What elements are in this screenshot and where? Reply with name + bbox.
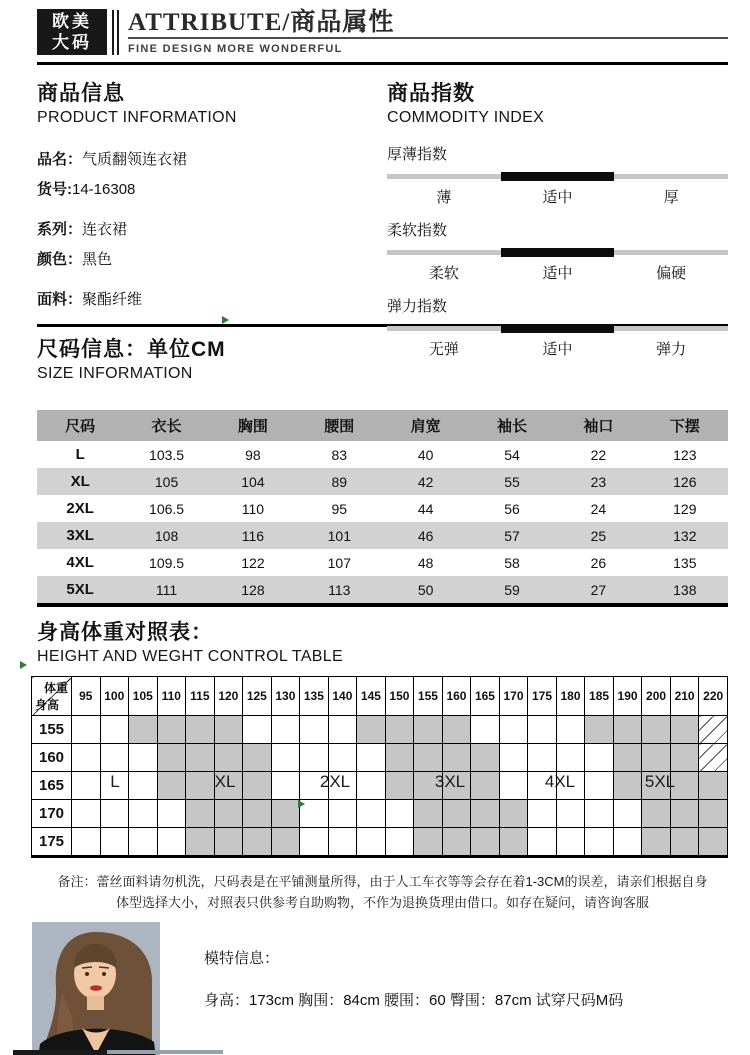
grid-cell [214, 800, 243, 828]
grid-cell [528, 800, 557, 828]
grid-cell [129, 744, 158, 772]
page-title: ATTRIBUTE/商品属性 [128, 9, 395, 36]
product-field-value: 连衣裙 [82, 221, 128, 238]
grid-cell [271, 828, 300, 857]
grid-cell [357, 716, 386, 744]
product-field [37, 149, 387, 171]
grid-cell [328, 828, 357, 857]
size-value-cell: 27 [590, 581, 607, 598]
weight-header-cell: 125 [243, 677, 272, 716]
weight-header-cell: 95 [72, 677, 101, 716]
size-value-cell: 57 [504, 527, 520, 544]
grid-cell [471, 744, 500, 772]
grid-cell [471, 800, 500, 828]
size-value-cell: 25 [590, 527, 607, 544]
size-value-cell: 22 [590, 446, 607, 463]
size-band-label: 4XL [544, 772, 576, 791]
grid-cell [585, 744, 614, 772]
grid-cell [613, 744, 642, 772]
size-value-cell: 107 [327, 554, 351, 571]
height-row [32, 716, 728, 744]
weight-header-cell: 170 [499, 677, 528, 716]
grid-cell [414, 828, 443, 857]
remark-line1: 备注：蕾丝面料请勿机洗，尺码表是在平铺测量所得，由于人工车衣等等会存在着1-3CM的误差，请亲们根据自身 [57, 874, 708, 889]
grid-cell [613, 828, 642, 857]
grid-cell [385, 744, 414, 772]
index-option: 适中 [542, 189, 573, 206]
height-weight-subheading: HEIGHT AND WEGHT CONTROL TABLE [37, 648, 343, 665]
weight-header-cell: 105 [129, 677, 158, 716]
size-column-header: 腰围 [324, 418, 355, 435]
size-info-subheading: SIZE INFORMATION [37, 365, 193, 382]
product-info-heading: 商品信息 [37, 82, 125, 105]
grid-cell [670, 716, 699, 744]
brand-logo [37, 9, 107, 55]
size-column-header: 袖长 [497, 418, 528, 435]
grid-cell [72, 772, 101, 800]
grid-cell [243, 828, 272, 857]
size-column-header: 尺码 [65, 418, 96, 435]
grid-cell [528, 744, 557, 772]
grid-cell [100, 800, 129, 828]
index-track [387, 174, 728, 179]
size-value-cell: 58 [504, 554, 520, 571]
grid-cell [157, 772, 186, 800]
size-name-cell: 4XL [66, 554, 94, 571]
height-label-cell: 155 [32, 716, 72, 744]
grid-cell [300, 716, 329, 744]
grid-cell [642, 716, 671, 744]
grid-cell [670, 800, 699, 828]
size-band-label: L [110, 772, 120, 791]
model-info-details: 身高：173cm 胸围：84cm 腰围：60 臀围：87cm 试穿尺码M码 [204, 992, 624, 1009]
grid-cell [328, 716, 357, 744]
grid-cell [499, 772, 528, 800]
product-field-value: 黑色 [82, 251, 113, 268]
grid-cell [471, 772, 500, 800]
size-value-cell: 24 [590, 500, 607, 517]
grid-cell [157, 744, 186, 772]
size-value-cell: 129 [673, 500, 697, 517]
product-field-label: 面料： [37, 291, 83, 308]
size-value-cell: 111 [155, 581, 178, 598]
bottom-black-bar [13, 1050, 107, 1055]
weight-header-cell: 200 [642, 677, 671, 716]
grid-cell [556, 828, 585, 857]
weight-header-cell: 190 [613, 677, 642, 716]
size-value-cell: 108 [154, 527, 179, 544]
grid-cell [328, 744, 357, 772]
grid-cell [100, 828, 129, 857]
grid-cell [528, 716, 557, 744]
size-table-row [37, 441, 728, 468]
grid-cell [613, 716, 642, 744]
page-subtitle: FINE DESIGN MORE WONDERFUL [128, 43, 343, 55]
grid-cell [499, 800, 528, 828]
grid-cell [670, 744, 699, 772]
grid-cell [186, 772, 215, 800]
grid-cell [357, 744, 386, 772]
grid-cell [414, 800, 443, 828]
grid-cell [699, 800, 728, 828]
index-option-labels [387, 186, 728, 207]
index-option: 厚 [663, 189, 679, 206]
weight-header-cell: 130 [271, 677, 300, 716]
product-field [37, 179, 387, 201]
weight-header-cell: 185 [585, 677, 614, 716]
product-field [37, 219, 387, 241]
size-value-cell: 126 [673, 473, 697, 490]
grid-cell [271, 800, 300, 828]
grid-cell [243, 772, 272, 800]
index-option-labels [387, 262, 728, 283]
grid-cell [186, 744, 215, 772]
commodity-index-subheading: COMMODITY INDEX [387, 109, 545, 126]
green-arrow-artifact [20, 661, 27, 669]
grid-cell [442, 828, 471, 857]
weight-header-cell: 160 [442, 677, 471, 716]
grid-cell [585, 800, 614, 828]
index-option: 薄 [436, 189, 452, 206]
weight-header-cell: 150 [385, 677, 414, 716]
grid-cell [243, 800, 272, 828]
weight-header-cell: 180 [556, 677, 585, 716]
grid-cell [300, 744, 329, 772]
weight-header-cell: 140 [328, 677, 357, 716]
index-active-segment [501, 172, 615, 181]
grid-cell [157, 716, 186, 744]
height-label-cell: 170 [32, 800, 72, 828]
grid-cell [414, 716, 443, 744]
grid-cell [442, 800, 471, 828]
weight-header-cell: 115 [186, 677, 215, 716]
grid-cell [129, 800, 158, 828]
index-option: 无弹 [428, 341, 459, 358]
remark-line2: 体型选择大小，对照表只供参考自助购物，不作为退换货理由借口。如存在疑问，请咨询客服 [115, 895, 649, 910]
green-arrow-artifact [298, 800, 305, 808]
weight-header-cell: 155 [414, 677, 443, 716]
model-photo [32, 922, 160, 1055]
grid-cell [186, 800, 215, 828]
weight-header-cell: 220 [699, 677, 728, 716]
product-field-label: 货号: [37, 181, 72, 198]
size-column-header: 肩宽 [410, 418, 441, 435]
height-label-cell: 160 [32, 744, 72, 772]
size-value-cell: 123 [673, 446, 697, 463]
grid-cell [271, 744, 300, 772]
weight-header-cell: 100 [100, 677, 129, 716]
weight-header-cell: 210 [670, 677, 699, 716]
size-band-label: 5XL [644, 772, 676, 791]
corner-height-label: 身高 [35, 698, 60, 712]
index-option: 偏硬 [656, 265, 687, 282]
grid-cell [72, 800, 101, 828]
grid-cell [556, 716, 585, 744]
index-option: 适中 [542, 341, 573, 358]
size-name-cell: 2XL [66, 500, 94, 517]
index-group [387, 143, 728, 207]
weight-header-cell: 120 [214, 677, 243, 716]
index-active-segment [501, 324, 615, 333]
grid-cell [471, 716, 500, 744]
grid-cell [642, 828, 671, 857]
grid-cell [186, 716, 215, 744]
height-weight-header-row [32, 677, 728, 716]
grid-cell [499, 744, 528, 772]
logo-divider [112, 10, 119, 55]
grid-cell [100, 744, 129, 772]
commodity-index-section [387, 81, 728, 358]
size-value-cell: 26 [590, 554, 607, 571]
grid-cell [613, 800, 642, 828]
size-value-cell: 50 [417, 581, 434, 598]
grid-cell [699, 828, 728, 857]
grid-cell [556, 744, 585, 772]
grid-cell [585, 828, 614, 857]
grid-cell [129, 828, 158, 857]
height-row [32, 772, 728, 800]
grid-cell [357, 772, 386, 800]
size-value-cell: 56 [504, 500, 520, 517]
model-section [32, 922, 728, 1055]
grid-cell [72, 828, 101, 857]
grid-cell [214, 744, 243, 772]
grid-cell [471, 828, 500, 857]
size-value-cell: 23 [590, 473, 607, 490]
index-option: 适中 [542, 265, 573, 282]
grid-cell [670, 828, 699, 857]
size-value-cell: 83 [331, 446, 348, 463]
index-name: 厚薄指数 [387, 146, 448, 163]
grid-cell [72, 744, 101, 772]
size-value-cell: 59 [504, 581, 520, 598]
grid-cell [214, 716, 243, 744]
size-column-header: 衣长 [151, 418, 182, 435]
index-group [387, 295, 728, 359]
size-table [37, 410, 728, 607]
size-table-body [37, 441, 728, 605]
product-field-value: 气质翻领连衣裙 [82, 151, 188, 168]
grid-cell [585, 716, 614, 744]
product-field-label: 系列： [37, 221, 83, 238]
size-band-label: XL [214, 772, 236, 791]
size-column-header: 袖口 [583, 418, 614, 435]
grid-cell [556, 800, 585, 828]
size-column-header: 下摆 [669, 418, 700, 435]
grid-cell [699, 716, 728, 744]
size-band-label: 3XL [434, 772, 466, 791]
size-value-cell: 135 [673, 554, 697, 571]
grid-cell [699, 772, 728, 800]
height-weight-grid-wrap [31, 676, 728, 858]
size-value-cell: 104 [241, 473, 265, 490]
grid-cell [328, 800, 357, 828]
product-info-section [37, 81, 387, 324]
remark [37, 871, 728, 913]
height-row [32, 828, 728, 857]
grid-cell [214, 828, 243, 857]
size-value-cell: 103.5 [149, 446, 185, 463]
index-option: 弹力 [656, 341, 687, 358]
grid-cell [442, 716, 471, 744]
size-value-cell: 48 [417, 554, 434, 571]
product-field-value: 聚酯纤维 [82, 291, 143, 308]
grid-cell [129, 716, 158, 744]
index-option-labels [387, 338, 728, 359]
weight-header-cell: 135 [300, 677, 329, 716]
size-value-cell: 138 [673, 581, 697, 598]
grid-cell [642, 744, 671, 772]
size-name-cell: L [75, 446, 85, 463]
header [37, 0, 728, 62]
height-row [32, 744, 728, 772]
size-table-head [37, 410, 728, 441]
grid-cell [642, 800, 671, 828]
weight-header-cell: 165 [471, 677, 500, 716]
height-weight-grid [31, 676, 728, 858]
size-value-cell: 128 [241, 581, 265, 598]
corner-weight-label: 体重 [43, 681, 68, 695]
index-track [387, 250, 728, 255]
size-table-row [37, 495, 728, 522]
grid-cell [499, 716, 528, 744]
height-label-cell: 175 [32, 828, 72, 857]
grid-cell [129, 772, 158, 800]
weight-header-cell: 145 [357, 677, 386, 716]
grid-cell [585, 772, 614, 800]
index-name: 弹力指数 [387, 298, 448, 315]
index-list [387, 143, 728, 359]
product-field-value: 14-16308 [72, 181, 136, 198]
size-value-cell: 89 [331, 473, 348, 490]
product-field [37, 289, 387, 311]
product-field [37, 249, 387, 271]
grid-cell [186, 828, 215, 857]
size-value-cell: 40 [417, 446, 434, 463]
header-title-block [128, 9, 728, 55]
brand-logo-line2: 大码 [52, 33, 92, 52]
product-field-label: 品名： [37, 151, 83, 168]
size-value-cell: 101 [327, 527, 351, 544]
index-option: 柔软 [428, 265, 459, 282]
commodity-index-heading: 商品指数 [387, 82, 475, 105]
size-table-header-row [37, 410, 728, 441]
height-label-cell: 165 [32, 772, 72, 800]
size-info-heading: 尺码信息：单位CM [37, 338, 226, 361]
size-value-cell: 110 [241, 500, 265, 517]
size-name-cell: XL [70, 473, 90, 490]
grid-cell [271, 716, 300, 744]
weight-header-cell: 110 [157, 677, 186, 716]
size-value-cell: 106.5 [149, 500, 185, 517]
index-group [387, 219, 728, 283]
grid-cell [300, 828, 329, 857]
size-value-cell: 122 [241, 554, 265, 571]
grid-cell [243, 744, 272, 772]
size-table-row [37, 522, 728, 549]
size-value-cell: 55 [504, 473, 520, 490]
grid-cell [157, 800, 186, 828]
grid-cell [385, 800, 414, 828]
size-band-label: 2XL [319, 772, 351, 791]
index-name: 柔软指数 [387, 222, 448, 239]
green-arrow-artifact [222, 316, 229, 324]
grid-cell [499, 828, 528, 857]
size-info-section [37, 327, 728, 607]
grid-cell [613, 772, 642, 800]
index-active-segment [501, 248, 615, 257]
height-row [32, 800, 728, 828]
size-name-cell: 5XL [66, 581, 94, 598]
grid-cell [442, 744, 471, 772]
size-table-row [37, 468, 728, 495]
product-fields [37, 149, 387, 311]
model-info-block [160, 922, 623, 1055]
grid-cell [271, 772, 300, 800]
size-value-cell: 132 [673, 527, 697, 544]
bottom-gray-bar [107, 1050, 223, 1054]
grid-cell [72, 716, 101, 744]
grid-cell [157, 828, 186, 857]
grid-cell [385, 828, 414, 857]
size-value-cell: 95 [331, 500, 348, 517]
grid-cell [528, 828, 557, 857]
product-info-subheading: PRODUCT INFORMATION [37, 109, 237, 126]
height-weight-section [37, 607, 728, 858]
grid-cell [699, 744, 728, 772]
brand-logo-line1: 欧美 [52, 12, 92, 31]
size-value-cell: 116 [241, 527, 265, 544]
grid-cell [385, 772, 414, 800]
grid-cell [100, 716, 129, 744]
size-value-cell: 46 [417, 527, 434, 544]
title-rule [128, 37, 728, 39]
size-column-header: 胸围 [237, 418, 268, 435]
size-value-cell: 98 [245, 446, 261, 463]
size-value-cell: 105 [154, 473, 179, 490]
size-value-cell: 42 [417, 473, 434, 490]
size-table-row [37, 549, 728, 576]
size-table-row [37, 576, 728, 605]
product-field-label: 颜色： [37, 251, 83, 268]
size-value-cell: 109.5 [149, 554, 185, 571]
grid-cell [243, 716, 272, 744]
size-value-cell: 54 [504, 446, 520, 463]
weight-header-cell: 175 [528, 677, 557, 716]
height-weight-heading: 身高体重对照表： [37, 621, 213, 644]
corner-cell [32, 677, 72, 716]
index-track [387, 326, 728, 331]
size-name-cell: 3XL [66, 527, 94, 544]
grid-cell [357, 800, 386, 828]
model-info-heading: 模特信息： [204, 950, 280, 967]
grid-cell [414, 744, 443, 772]
grid-cell [385, 716, 414, 744]
size-value-cell: 44 [417, 500, 434, 517]
size-value-cell: 113 [328, 581, 351, 598]
grid-cell [357, 828, 386, 857]
